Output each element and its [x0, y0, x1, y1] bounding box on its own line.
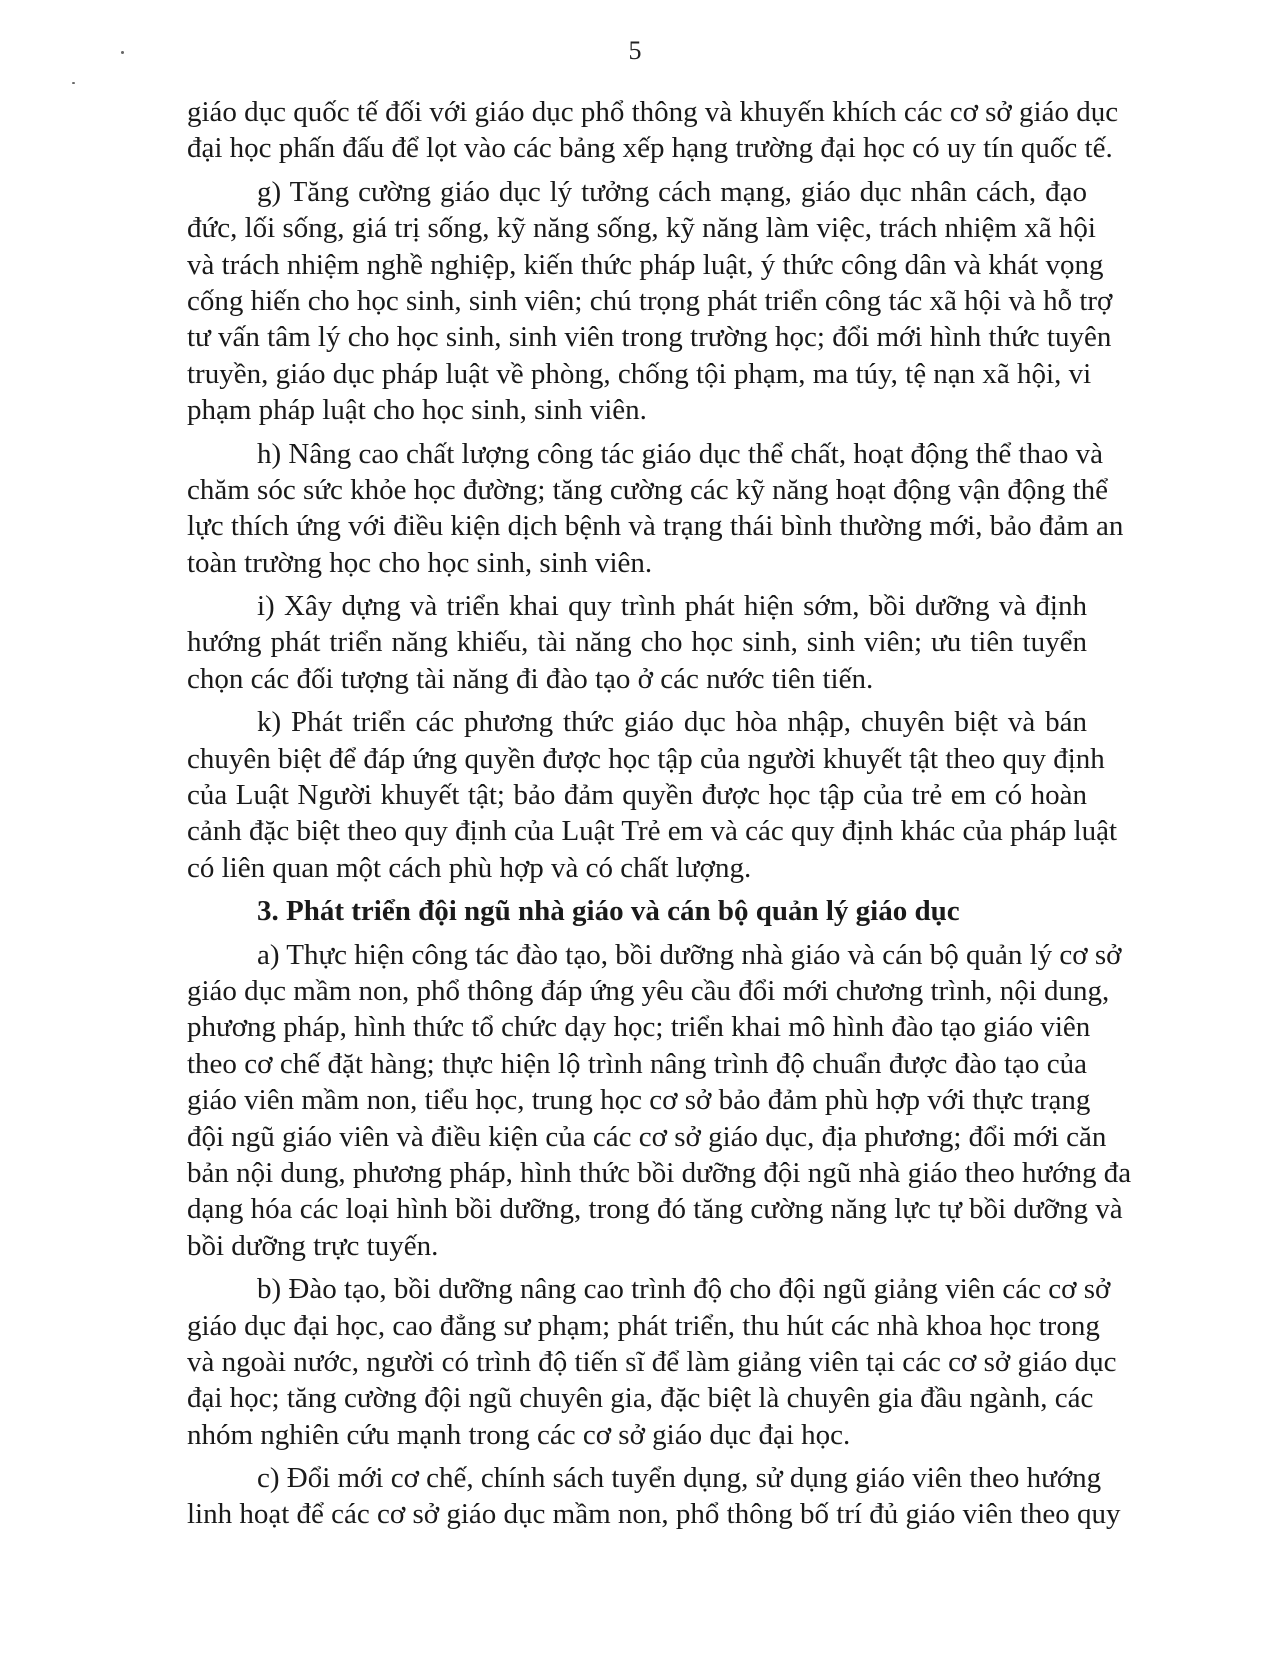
text-line: đại học; tăng cường đội ngũ chuyên gia, đặc biệt là chuyên gia đầu ngành, các	[187, 1382, 1094, 1415]
text-line: giáo dục mầm non, phổ thông đáp ứng yêu cầu đổi mới chương trình, nội dung,	[187, 974, 1110, 1007]
paragraph-item-k	[187, 704, 1118, 886]
text-line: của Luật Người khuyết tật; bảo đảm quyền được học tập của trẻ em có hoàn	[187, 779, 1087, 812]
text-line: b) Đào tạo, bồi dưỡng nâng cao trình độ cho đội ngũ giảng viên các cơ sở	[257, 1273, 1111, 1306]
text-line: linh hoạt để các cơ sở giáo dục mầm non, phổ thông bố trí đủ giáo viên theo quy	[187, 1498, 1121, 1531]
text-line: đại học phấn đấu để lọt vào các bảng xếp hạng trường đại học có uy tín quốc tế.	[187, 132, 1113, 165]
text-line: chăm sóc sức khỏe học đường; tăng cường các kỹ năng hoạt động vận động thể	[187, 473, 1109, 506]
text-line: có liên quan một cách phù hợp và có chất lượng.	[187, 851, 752, 884]
text-line: g) Tăng cường giáo dục lý tưởng cách mạng, giáo dục nhân cách, đạo	[257, 175, 1087, 208]
text-line: truyền, giáo dục pháp luật về phòng, chống tội phạm, ma túy, tệ nạn xã hội, vi	[187, 357, 1092, 390]
text-line: dạng hóa các loại hình bồi dưỡng, trong đó tăng cường năng lực tự bồi dưỡng và	[187, 1193, 1123, 1226]
text-line: h) Nâng cao chất lượng công tác giáo dục thể chất, hoạt động thể thao và	[257, 437, 1103, 470]
text-line: và trách nhiệm nghề nghiệp, kiến thức pháp luật, ý thức công dân và khát vọng	[187, 248, 1104, 281]
paragraph-item-i	[187, 588, 1087, 697]
text-line: giáo dục đại học, cao đẳng sư phạm; phát triển, thu hút các nhà khoa học trong	[187, 1309, 1100, 1342]
paragraph-intro-continuation	[187, 94, 1119, 167]
text-line: i) Xây dựng và triển khai quy trình phát hiện sớm, bồi dưỡng và định	[257, 590, 1087, 623]
paragraph-item-3a	[187, 937, 1132, 1265]
text-line: bản nội dung, phương pháp, hình thức bồi dưỡng đội ngũ nhà giáo theo hướng đa	[187, 1156, 1132, 1189]
text-line: tư vấn tâm lý cho học sinh, sinh viên trong trường học; đổi mới hình thức tuyên	[187, 321, 1112, 354]
text-line: cảnh đặc biệt theo quy định của Luật Trẻ em và các quy định khác của pháp luật	[187, 815, 1118, 848]
paragraph-item-3b	[187, 1271, 1117, 1453]
document-body	[187, 94, 1132, 1540]
text-line: giáo viên mầm non, tiểu học, trung học cơ sở bảo đảm phù hợp với thực trạng	[187, 1084, 1091, 1117]
text-line: hướng phát triển năng khiếu, tài năng cho học sinh, sinh viên; ưu tiên tuyển	[187, 626, 1087, 659]
text-line: đội ngũ giáo viên và điều kiện của các cơ sở giáo dục, địa phương; đổi mới căn	[187, 1120, 1107, 1153]
text-line: k) Phát triển các phương thức giáo dục hòa nhập, chuyên biệt và bán	[257, 706, 1087, 739]
section-heading	[187, 893, 1087, 929]
text-line: nhóm nghiên cứu mạnh trong các cơ sở giáo dục đại học.	[187, 1418, 851, 1451]
paragraph-item-h	[187, 436, 1124, 582]
text-line: giáo dục quốc tế đối với giáo dục phổ thông và khuyến khích các cơ sở giáo dục	[187, 96, 1119, 128]
text-line: c) Đổi mới cơ chế, chính sách tuyển dụng, sử dụng giáo viên theo hướng	[257, 1462, 1102, 1495]
paragraph-item-3c	[187, 1460, 1121, 1533]
text-line: đức, lối sống, giá trị sống, kỹ năng sống, kỹ năng làm việc, trách nhiệm xã hội	[187, 212, 1096, 245]
text-line: theo cơ chế đặt hàng; thực hiện lộ trình nâng trình độ chuẩn được đào tạo của	[187, 1047, 1087, 1080]
text-line: toàn trường học cho học sinh, sinh viên.	[187, 546, 653, 579]
text-line: 3. Phát triển đội ngũ nhà giáo và cán bộ quản lý giáo dục	[257, 895, 960, 928]
text-line: chuyên biệt để đáp ứng quyền được học tập của người khuyết tật theo quy định	[187, 742, 1105, 775]
text-line: chọn các đối tượng tài năng đi đào tạo ở các nước tiên tiến.	[187, 662, 874, 695]
scan-speck	[72, 82, 75, 84]
text-line: phạm pháp luật cho học sinh, sinh viên.	[187, 394, 647, 427]
paragraph-item-g	[187, 174, 1113, 429]
text-line: và ngoài nước, người có trình độ tiến sĩ để làm giảng viên tại các cơ sở giáo dục	[187, 1345, 1117, 1378]
text-line: cống hiến cho học sinh, sinh viên; chú trọng phát triển công tác xã hội và hỗ trợ	[187, 284, 1113, 317]
text-line: phương pháp, hình thức tổ chức dạy học; triển khai mô hình đào tạo giáo viên	[187, 1011, 1091, 1044]
page-number: 5	[628, 36, 642, 65]
text-line: lực thích ứng với điều kiện dịch bệnh và trạng thái bình thường mới, bảo đảm an	[187, 510, 1124, 543]
text-line: bồi dưỡng trực tuyến.	[187, 1229, 439, 1262]
text-line: a) Thực hiện công tác đào tạo, bồi dưỡng nhà giáo và cán bộ quản lý cơ sở	[257, 938, 1122, 971]
